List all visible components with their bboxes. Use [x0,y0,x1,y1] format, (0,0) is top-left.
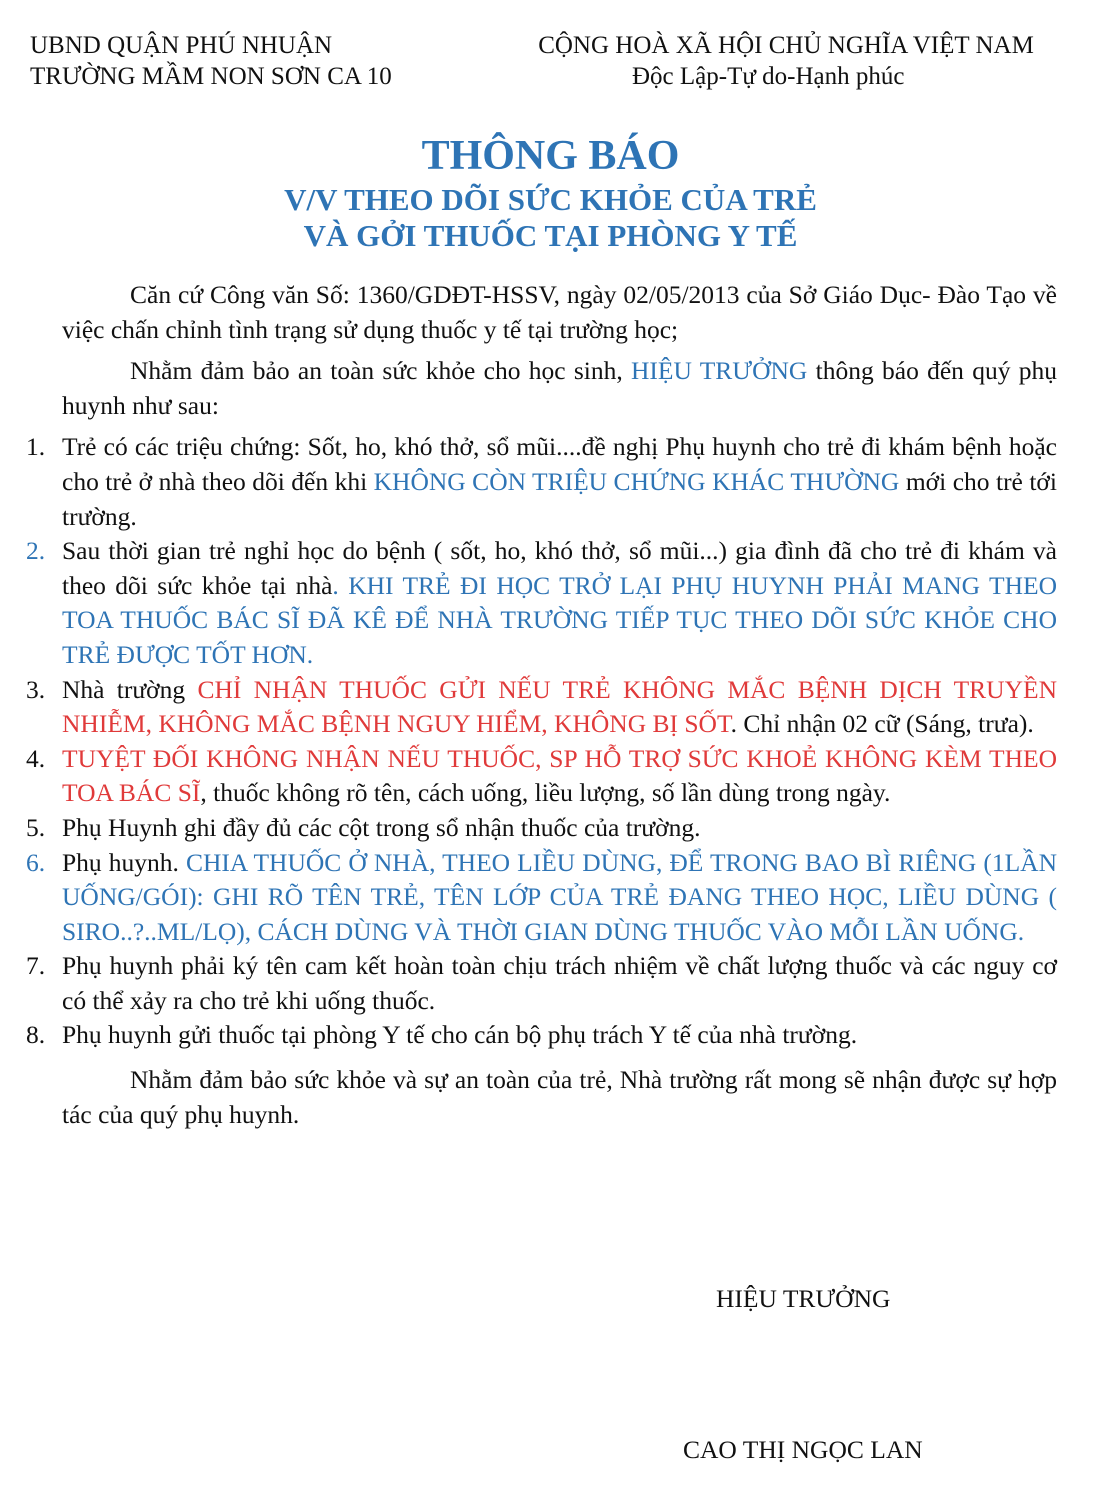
list-item [26,673,1057,742]
item-warning: CHỈ NHẬN THUỐC GỬI NẾU TRẺ KHÔNG MẮC BỆNH DỊCH TRUYỀN NHIỄM, KHÔNG MẮC BỆNH NGUY HIỂM, KHÔNG BỊ SỐT [62,674,1057,739]
item-highlight: CHIA THUỐC Ở NHÀ, THEO LIỀU DÙNG, ĐỂ TRONG BAO BÌ RIÊNG (1LẦN UỐNG/GÓI): GHI RÕ TÊN TRẺ, TÊN LỚP CỦA TRẺ ĐANG THEO HỌC, LIỀU DÙNG ( SIRO..?..ML/LỌ), CÁCH DÙNG VÀ THỜI GIAN DÙNG THUỐC VÀO MỖI LẦN UỐNG. [62,847,1057,946]
list-item [26,811,1057,846]
purpose-text-start: Nhằm đảm bảo an toàn sức khỏe cho học sinh, [130,356,631,386]
list-item [26,430,1057,534]
list-number: 4. [26,743,46,773]
item-text: Phụ huynh. [62,847,186,877]
item-warning: TUYỆT ĐỐI KHÔNG NHẬN NẾU THUỐC, SP HỖ TRỢ SỨC KHOẺ KHÔNG KÈM THEO TOA BÁC SĨ [62,743,1057,808]
issuer-district: UBND QUẬN PHÚ NHUẬN [30,32,333,59]
list-number: 3. [26,674,46,704]
list-number: 2. [26,536,46,566]
closing-paragraph: Nhằm đảm bảo sức khỏe và sự an toàn của trẻ, Nhà trường rất mong sẽ nhận được sự hợp tác của quý phụ huynh. [62,1065,1057,1129]
list-number: 5. [26,812,46,842]
title-block [0,130,1101,254]
item-text: Phụ huynh phải ký tên cam kết hoàn toàn chịu trách nhiệm về chất lượng thuốc và các nguy cơ có thể xảy ra cho trẻ khi uống thuốc. [62,951,1057,1015]
item-text: Phụ Huynh ghi đầy đủ các cột trong sổ nhận thuốc của trường. [62,812,701,842]
rules-list [26,430,1057,1053]
list-item [26,1018,1057,1053]
document-body [26,278,1057,1132]
item-highlight: . KHI TRẺ ĐI HỌC TRỞ LẠI PHỤ HUYNH PHẢI MANG THEO TOA THUỐC BÁC SĨ ĐÃ KÊ ĐỂ NHÀ TRƯỜNG TIẾP TỤC THEO DÕI SỨC KHỎE CHO TRẺ ĐƯỢC TỐT HƠN. [62,570,1057,669]
national-name: CỘNG HOÀ XÃ HỘI CHỦ NGHĨA VIỆT NAM [538,32,1034,59]
list-item [26,534,1057,672]
list-item [26,742,1057,811]
document-header [0,30,1101,100]
item-highlight: KHÔNG CÒN TRIỆU CHỨNG KHÁC THƯỜNG [373,466,900,496]
item-text: Nhà trường [62,674,198,704]
national-motto: Độc Lập-Tự do-Hạnh phúc [632,63,905,90]
issuer-block [30,30,392,92]
principal-highlight: HIỆU TRƯỞNG [631,356,808,386]
signature-name: CAO THỊ NGỌC LAN [683,1435,923,1464]
national-header [516,30,1056,92]
legal-basis-paragraph: Căn cứ Công văn Số: 1360/GDĐT-HSSV, ngày 02/05/2013 của Sở Giáo Dục- Đào Tạo về việc chấn chỉnh tình trạng sử dụng thuốc y tế tại trường học; [62,280,1057,344]
list-number: 7. [26,951,46,981]
issuer-school: TRƯỜNG MẦM NON SƠN CA 10 [30,63,392,90]
item-text: Phụ huynh gửi thuốc tại phòng Y tế cho cán bộ phụ trách Y tế của nhà trường. [62,1020,858,1050]
purpose-text-end: thông báo đến quý phụ huynh như sau: [62,356,1057,420]
purpose-paragraph [62,354,1057,423]
list-item [26,846,1057,950]
item-text: Trẻ có các triệu chứng: Sốt, ho, khó thở, sổ mũi....đề nghị Phụ huynh cho trẻ đi khám bệnh hoặc cho trẻ ở nhà theo dõi đến khi [62,432,1057,496]
item-text-end: . Chỉ nhận 02 cữ (Sáng, trưa). [730,709,1034,739]
document-title: THÔNG BÁO [421,133,680,179]
document-subtitle-line2: VÀ GỞI THUỐC TẠI PHÒNG Y TẾ [303,218,798,253]
document-subtitle-line1: V/V THEO DÕI SỨC KHỎE CỦA TRẺ [284,182,817,217]
list-item [26,949,1057,1018]
list-number: 8. [26,1020,46,1050]
list-number: 6. [26,847,46,877]
item-text: Sau thời gian trẻ nghỉ học do bệnh ( sốt, ho, khó thở, sổ mũi...) gia đình đã cho trẻ đi khám và theo dõi sức khỏe tại nhà [62,536,1057,600]
list-number: 1. [26,432,46,462]
item-text-end: , thuốc không rõ tên, cách uống, liều lượng, số lần dùng trong ngày. [200,778,891,808]
signature-title: HIỆU TRƯỞNG [716,1284,891,1313]
item-text-end: mới cho trẻ tới trường. [62,466,1057,531]
